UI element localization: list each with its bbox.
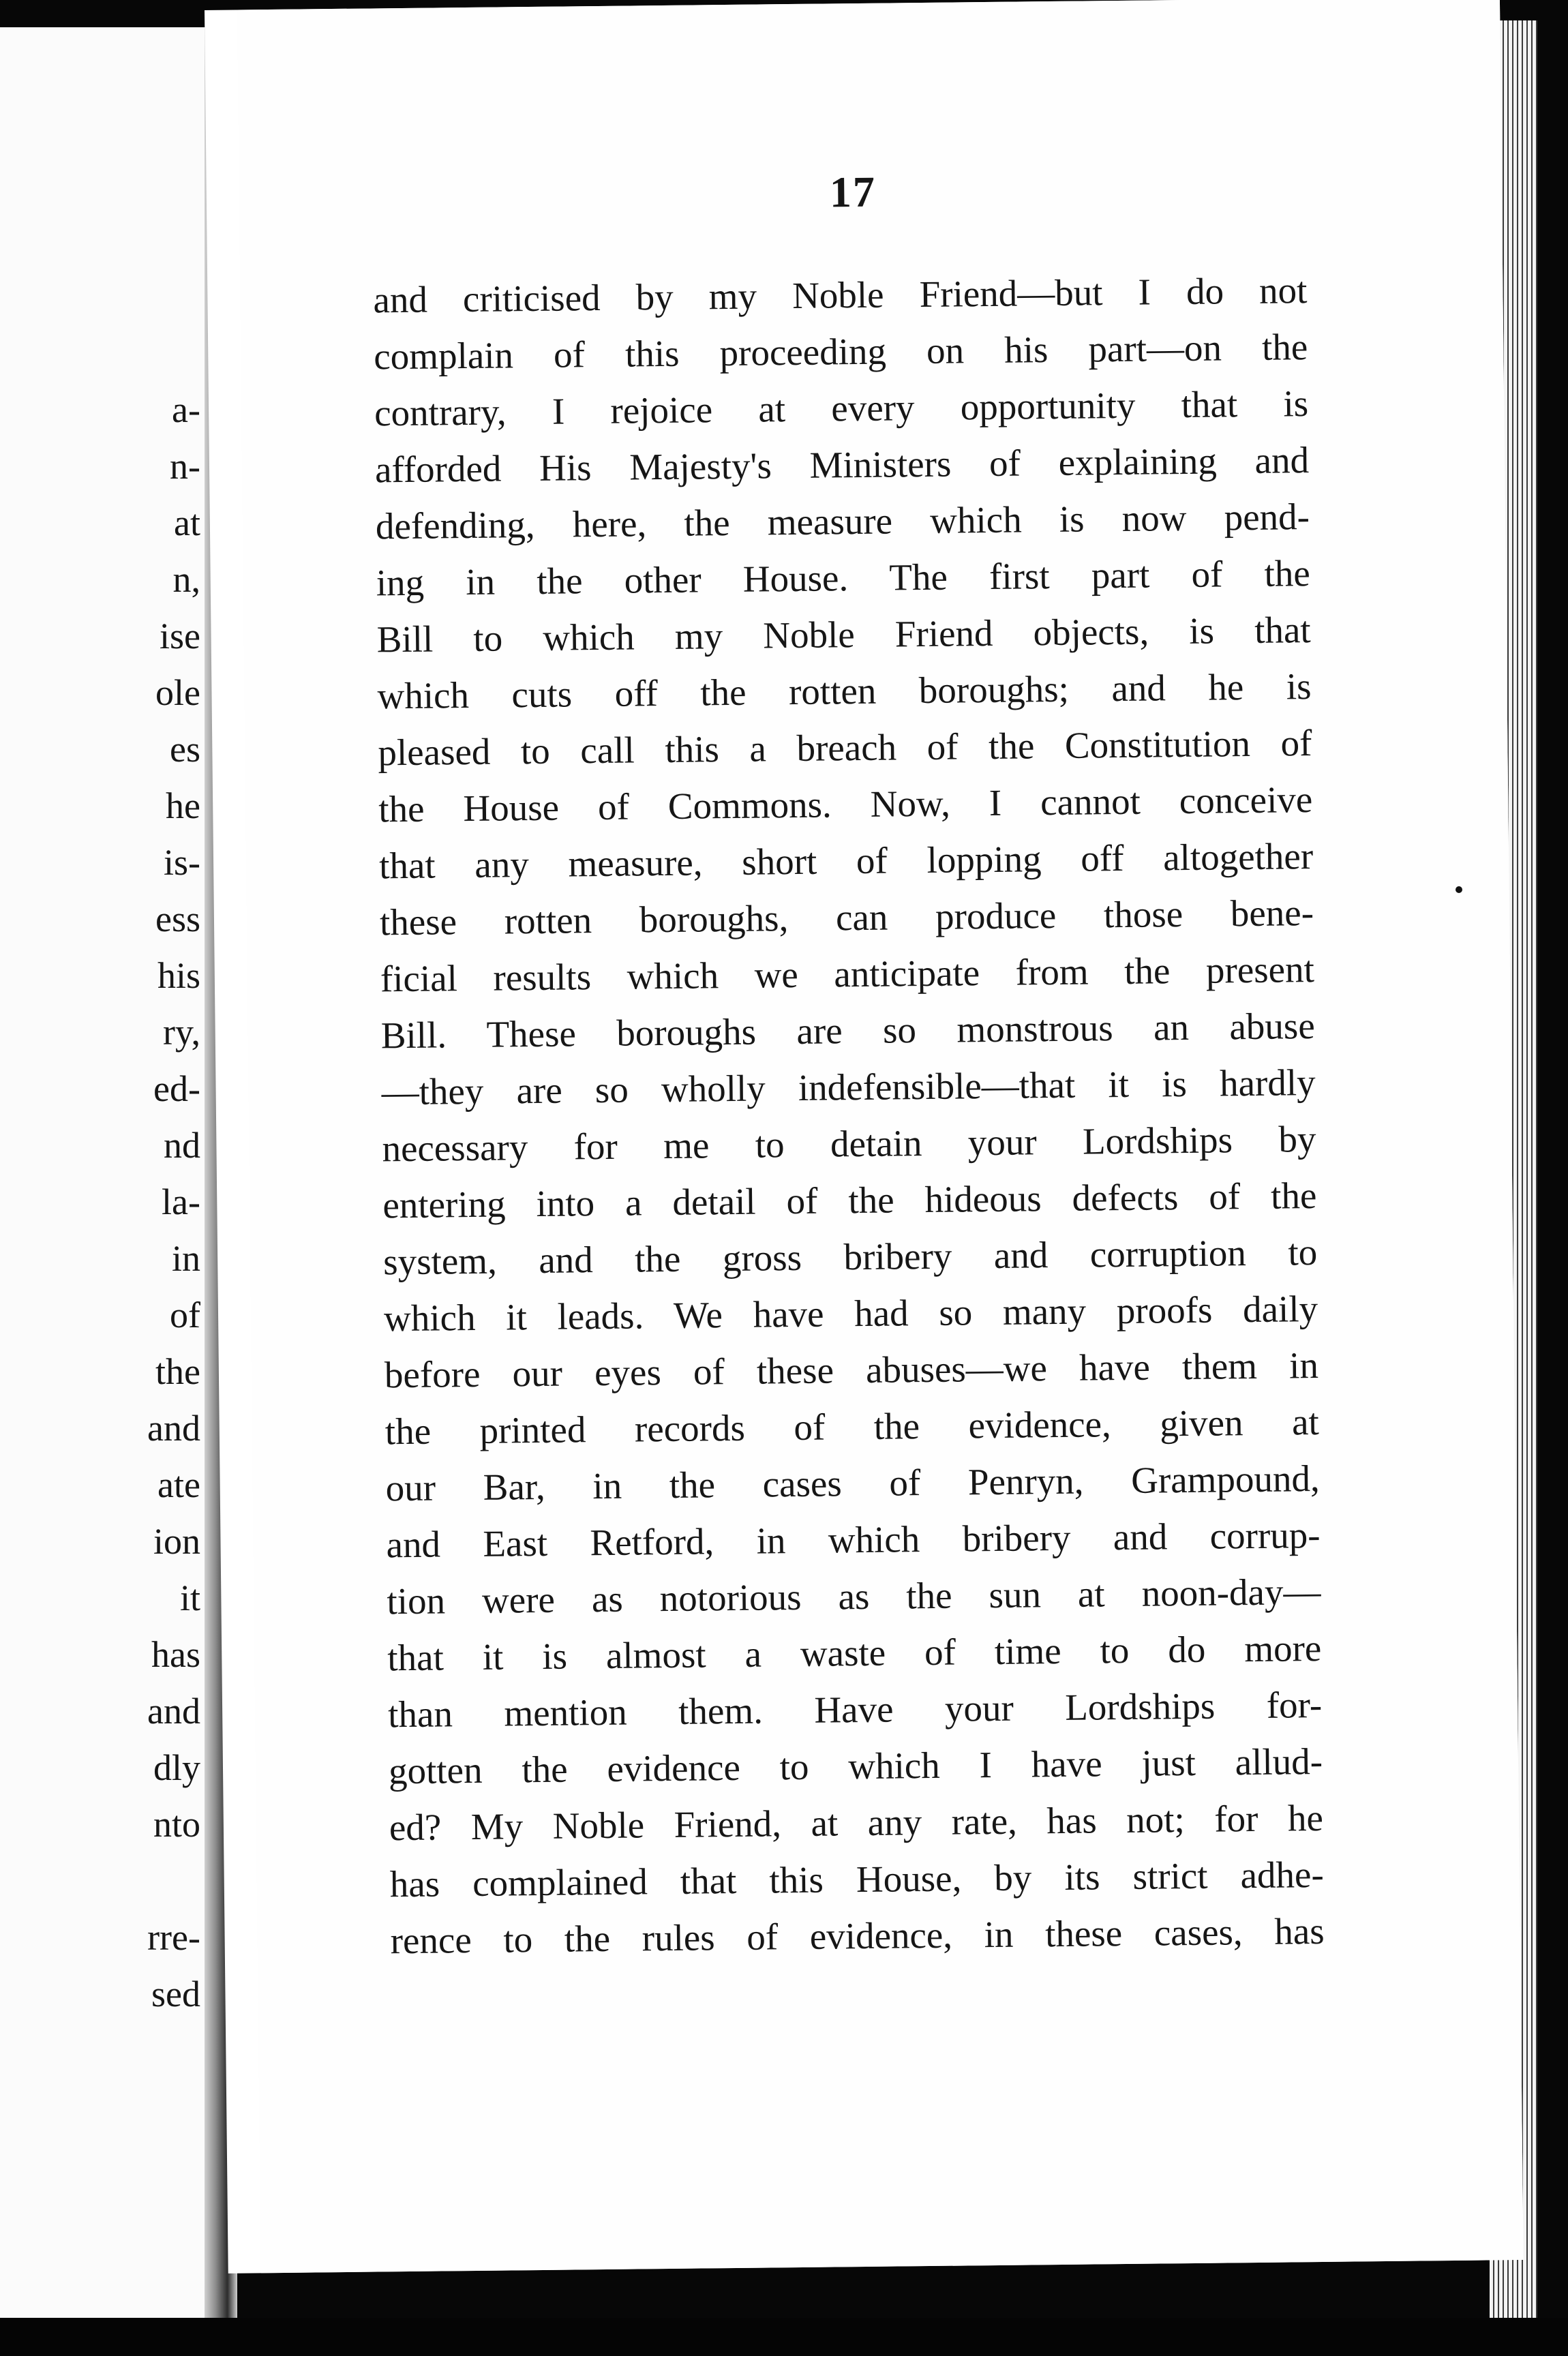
text-line: entering into a detail of the hideous defects of the xyxy=(382,1175,1317,1226)
left-fragment-line: ess xyxy=(155,898,200,939)
left-page-text-fragments xyxy=(0,382,205,2023)
left-fragment-line: n- xyxy=(170,446,200,487)
left-fragment-line: ate xyxy=(157,1464,200,1505)
text-line: the House of Commons. Now, I cannot conceive xyxy=(378,779,1313,830)
text-line: defending, here, the measure which is now pend- xyxy=(375,496,1310,547)
left-fragment-line: at xyxy=(174,502,200,543)
text-line: afforded His Majesty's Ministers of explaining and xyxy=(374,439,1310,491)
body-text xyxy=(373,262,1325,1969)
recto-page xyxy=(205,0,1524,2274)
left-fragment-line: es xyxy=(170,729,200,770)
text-line: contrary, I rejoice at every opportunity that is xyxy=(374,382,1309,434)
left-fragment-line: ed- xyxy=(153,1068,200,1109)
text-line: than mention them. Have your Lordships for- xyxy=(387,1683,1323,1736)
left-fragment-line: sed xyxy=(151,1974,200,2014)
text-line: that any measure, short of lopping off altogether xyxy=(378,835,1314,887)
text-line: Bill. These boroughs are so monstrous an abuse xyxy=(380,1005,1316,1057)
text-line: ficial results which we anticipate from the present xyxy=(380,948,1315,1000)
left-fragment-line: ise xyxy=(160,616,200,656)
text-line: which cuts off the rotten boroughs; and he is xyxy=(377,665,1312,717)
text-line: these rotten boroughs, can produce those bene- xyxy=(379,892,1314,943)
text-line: has complained that this House, by its strict adhe- xyxy=(389,1853,1325,1905)
left-fragment-line: a- xyxy=(172,389,200,430)
text-line: ing in the other House. The first part of the xyxy=(376,552,1311,604)
text-line: tion were as notorious as the sun at noon-day— xyxy=(387,1570,1321,1622)
left-fragment-line: n, xyxy=(172,559,200,600)
text-line: —they are so wholly indefensible—that it is hardly xyxy=(381,1061,1316,1113)
text-line: the printed records of the evidence, given at xyxy=(385,1400,1320,1453)
left-facing-page xyxy=(0,27,205,2331)
text-line: necessary for me to detain your Lordships by xyxy=(382,1118,1316,1170)
text-line: pleased to call this a breach of the Constitution of xyxy=(378,722,1312,774)
text-line: ed? My Noble Friend, at any rate, has not; for he xyxy=(389,1796,1324,1849)
left-fragment-line: ry, xyxy=(163,1012,200,1053)
left-fragment-line: nd xyxy=(164,1125,200,1166)
left-fragment-line: it xyxy=(179,1577,200,1618)
text-line: system, and the gross bribery and corruption to xyxy=(382,1231,1318,1283)
left-fragment-line: and xyxy=(147,1691,200,1732)
text-line: which it leads. We have had so many proofs daily xyxy=(383,1288,1318,1340)
text-line: Bill to which my Noble Friend objects, is that xyxy=(376,609,1311,661)
page-number: 17 xyxy=(829,167,877,217)
left-fragment-line: dly xyxy=(153,1747,200,1788)
left-fragment-line: ion xyxy=(153,1521,200,1562)
left-fragment-line: nto xyxy=(153,1804,200,1845)
recto-page-surface xyxy=(237,0,1524,2273)
left-fragment-line: la- xyxy=(162,1181,200,1222)
text-line: gotten the evidence to which I have just allud- xyxy=(388,1740,1323,1792)
left-fragment-line: in xyxy=(171,1238,200,1279)
left-fragment-line: rre- xyxy=(147,1917,200,1958)
left-fragment-line: ole xyxy=(155,672,200,713)
scan-bottom-edge xyxy=(0,2318,1568,2356)
left-fragment-line: he xyxy=(166,785,200,826)
text-line: complain of this proceeding on his part—on the xyxy=(374,326,1308,378)
text-line: and East Retford, in which bribery and corrup- xyxy=(386,1513,1321,1566)
left-fragment-line: and xyxy=(147,1408,200,1449)
text-line: and criticised by my Noble Friend—but I do not xyxy=(373,269,1308,321)
text-line: that it is almost a waste of time to do more xyxy=(387,1627,1322,1679)
text-line: before our eyes of these abuses—we have them in xyxy=(384,1344,1319,1396)
left-fragment-line: the xyxy=(155,1351,200,1392)
text-line: rence to the rules of evidence, in these cases, has xyxy=(390,1909,1325,1962)
left-fragment-line xyxy=(0,1853,205,1909)
text-line: our Bar, in the cases of Penryn, Grampound, xyxy=(385,1457,1320,1509)
left-fragment-line: has xyxy=(151,1634,200,1675)
left-fragment-line: his xyxy=(157,955,200,996)
left-fragment-line: of xyxy=(170,1295,200,1335)
ink-speck xyxy=(1456,886,1462,893)
left-fragment-line: is- xyxy=(164,842,200,883)
